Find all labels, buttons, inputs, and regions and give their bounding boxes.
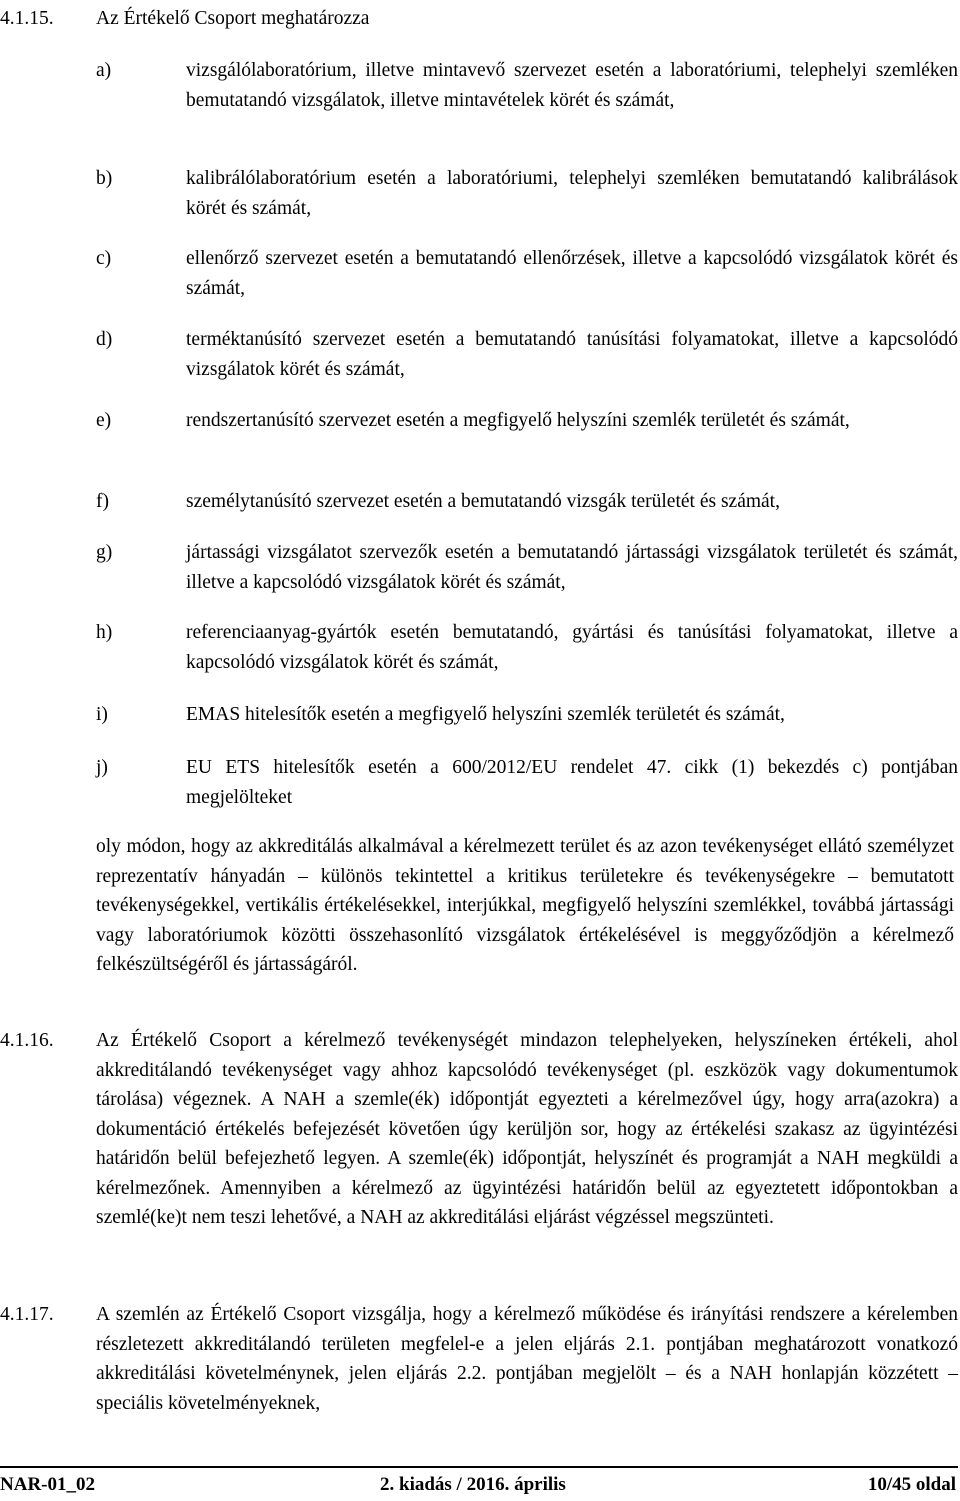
list-item-a xyxy=(0,56,958,115)
list-item-c xyxy=(0,244,958,303)
footer-edition: 2. kiadás / 2016. április xyxy=(380,1474,566,1495)
list-item-label: h) xyxy=(96,622,113,643)
list-item-text: referenciaanyag-gyártók esetén bemutatandó, gyártási és tanúsítási folyamatokat, illetve a kapcsolódó vizsgálatok körét és számát, xyxy=(186,622,958,673)
section-number: 4.1.16. xyxy=(0,1030,54,1051)
list-item-text: EMAS hitelesítők esetén a megfigyelő helyszíni szemlék területét és számát, xyxy=(186,704,785,725)
list-item-label: c) xyxy=(96,248,112,269)
list-item-label: e) xyxy=(96,410,112,431)
list-item-e xyxy=(0,406,958,436)
list-item-g xyxy=(0,538,958,597)
list-item-label: a) xyxy=(96,60,112,81)
list-item-text: kalibrálólaboratórium esetén a laboratóriumi, telephelyi szemléken bemutatandó kalibrálások körét és számát, xyxy=(186,168,958,219)
list-item-f xyxy=(0,487,958,517)
section-number: 4.1.17. xyxy=(0,1304,54,1325)
list-item-label: j) xyxy=(96,757,108,778)
list-item-label: g) xyxy=(96,542,113,563)
list-item-text: EU ETS hitelesítők esetén a 600/2012/EU rendelet 47. cikk (1) bekezdés c) pontjában megjelölteket xyxy=(186,757,958,808)
list-item-label: i) xyxy=(96,704,108,725)
list-item-text: terméktanúsító szervezet esetén a bemutatandó tanúsítási folyamatokat, illetve a kapcsolódó vizsgálatok körét és számát, xyxy=(186,329,958,380)
list-item-label: d) xyxy=(96,329,113,350)
footer-page-number: 10/45 oldal xyxy=(867,1474,956,1495)
list-item-d xyxy=(0,325,958,384)
footer-doc-id: NAR-01_02 xyxy=(0,1474,95,1495)
section-4-1-16 xyxy=(0,1026,958,1233)
section-text: A szemlén az Értékelő Csoport vizsgálja, hogy a kérelmező működése és irányítási rendszere a kérelemben részletezett akkreditálandó területen megfelel-e a jelen eljárás 2.1. pontjában meghatározott vonatkozó akkreditálási követelménynek, jelen eljárás 2.2. pontjában megjelölt – és a NAH honlapján közzétett – speciális követelményeknek, xyxy=(96,1304,958,1414)
section-number: 4.1.15. xyxy=(0,8,54,29)
list-item-b xyxy=(0,164,958,223)
list-item-text: személytanúsító szervezet esetén a bemutatandó vizsgák területét és számát, xyxy=(186,491,780,512)
closing-paragraph: oly módon, hogy az akkreditálás alkalmával a kérelmezett terület és az azon tevékenységet ellátó személyzet reprezentatív hányadán – különös tekintettel a kritikus területekre és tevékenységekre – bemutatott tevékenységekkel, vertikális értékelésekkel, interjúkkal, megfigyelő helyszíni szemlékkel, továbbá jártassági vagy laboratóriumok közötti összehasonlító vizsgálatok értékelésével is meggyőződjön a kérelmező felkészültségéről és jártasságáról. xyxy=(96,836,954,975)
list-item-j xyxy=(0,753,958,812)
section-4-1-17 xyxy=(0,1300,958,1418)
section-text: Az Értékelő Csoport a kérelmező tevékenységét mindazon telephelyeken, helyszíneken értékeli, ahol akkreditálandó tevékenységet vagy ahhoz kapcsolódó tevékenységet (pl. eszközök vagy dokumentumok tárolása) végeznek. A NAH a szemle(ék) időpontját egyezteti a kérelmezővel úgy, hogy arra(azokra) a dokumentáció értékelés befejezését követően úgy kerüljön sor, hogy az értékelési szakasz az ügyintézési határidőn belül befejezhető legyen. A szemle(ék) időpontját, helyszínét és programját a NAH megküldi a kérelmezőnek. Amennyiben a kérelmező az ügyintézési határidőn belül az egyeztetett időpontokban a szemlé(ke)t nem teszi lehetővé, a NAH az akkreditálási eljárást végzéssel megszünteti. xyxy=(96,1030,958,1228)
list-item-text: vizsgálólaboratórium, illetve mintavevő szervezet esetén a laboratóriumi, telephelyi szemléken bemutatandó vizsgálatok, illetve mintavételek körét és számát, xyxy=(186,60,958,111)
list-item-h xyxy=(0,618,958,677)
list-item-label: b) xyxy=(96,168,113,189)
section-title: Az Értékelő Csoport meghatározza xyxy=(96,8,370,29)
list-item-text: rendszertanúsító szervezet esetén a megfigyelő helyszíni szemlék területét és számát, xyxy=(186,410,850,431)
page-footer xyxy=(0,1466,958,1501)
list-item-i xyxy=(0,700,958,730)
list-item-text: ellenőrző szervezet esetén a bemutatandó ellenőrzések, illetve a kapcsolódó vizsgálatok körét és számát, xyxy=(186,248,958,299)
list-item-text: jártassági vizsgálatot szervezők esetén a bemutatandó jártassági vizsgálatok területét és számát, illetve a kapcsolódó vizsgálatok körét és számát, xyxy=(186,542,958,593)
list-item-label: f) xyxy=(96,491,109,512)
